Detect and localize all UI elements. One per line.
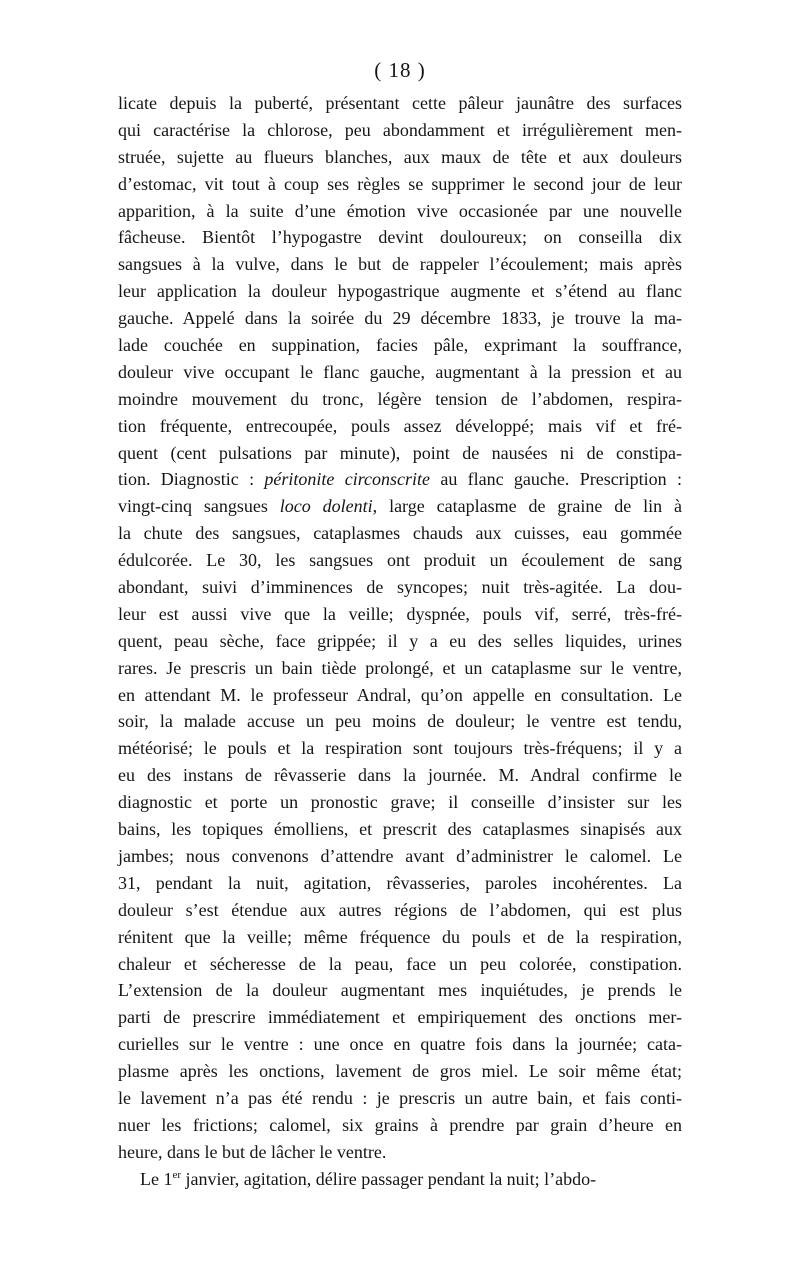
text-segment: le lavement n’a pas été rendu : je prescris un autre bain, et fais conti- xyxy=(118,1087,682,1108)
text-line xyxy=(118,305,682,332)
text-line xyxy=(118,413,682,440)
text-segment: jambes; nous convenons d’attendre avant d’administrer le calomel. Le xyxy=(118,845,682,866)
text-segment: en attendant M. le professeur Andral, qu’on appelle en consultation. Le xyxy=(118,684,682,705)
text-segment: d’estomac, vit tout à coup ses règles se supprimer le second jour de leur xyxy=(118,173,682,194)
text-segment: licate depuis la puberté, présentant cette pâleur jaunâtre des surfaces xyxy=(118,93,682,113)
text-line xyxy=(118,90,682,117)
text-line xyxy=(118,493,682,520)
text-segment: qui caractérise la chlorose, peu abondamment et irrégulièrement men- xyxy=(118,119,682,140)
text-segment: fâcheuse. Bientôt l’hypogastre devint douloureux; on conseilla dix xyxy=(118,227,682,248)
text-line xyxy=(118,601,682,628)
text-segment: soir, la malade accuse un peu moins de douleur; le ventre est tendu, xyxy=(118,711,682,732)
text-segment: leur est aussi vive que la veille; dyspnée, pouls vif, serré, très-fré- xyxy=(118,603,682,624)
text-segment: apparition, à la suite d’une émotion vive occasionée par une nouvelle xyxy=(118,200,682,221)
text-segment: abondant, suivi d’imminences de syncopes; nuit très-agitée. La dou- xyxy=(118,577,682,598)
text-line xyxy=(118,117,682,144)
text-line xyxy=(118,1004,682,1031)
text-line xyxy=(118,1058,682,1085)
text-segment: lade couchée en suppination, facies pâle, exprimant la souffrance, xyxy=(118,335,682,356)
text-line xyxy=(118,251,682,278)
text-line xyxy=(118,735,682,762)
text-line xyxy=(118,440,682,467)
text-segment: parti de prescrire immédiatement et empiriquement des onctions mer- xyxy=(118,1007,682,1028)
italic-text: péritonite circonscrite xyxy=(264,469,431,490)
text-line xyxy=(118,682,682,709)
text-line xyxy=(118,224,682,251)
text-segment: quent, peau sèche, face grippée; il y a eu des selles liquides, urines xyxy=(118,630,682,651)
text-line xyxy=(118,977,682,1004)
text-segment: Le 1 xyxy=(140,1168,173,1189)
text-line xyxy=(118,628,682,655)
text-segment: météorisé; le pouls et la respiration sont toujours très-fréquens; il y a xyxy=(118,738,682,759)
text-line xyxy=(118,762,682,789)
text-segment: janvier, agitation, délire passager pendant la nuit; l’abdo- xyxy=(181,1168,597,1189)
text-line xyxy=(118,574,682,601)
text-segment: moindre mouvement du tronc, légère tension de l’abdomen, respira- xyxy=(118,388,682,409)
text-segment: vingt-cinq sangsues xyxy=(118,496,280,517)
text-line xyxy=(118,332,682,359)
text-segment: rénitent que la veille; même fréquence du pouls et de la respiration, xyxy=(118,926,682,947)
text-line xyxy=(118,171,682,198)
text-line xyxy=(118,843,682,870)
text-segment: gauche. Appelé dans la soirée du 29 décembre 1833, je trouve la ma- xyxy=(118,308,682,329)
text-segment: douleur vive occupant le flanc gauche, augmentant à la pression et au xyxy=(118,361,682,382)
text-segment: nuer les frictions; calomel, six grains à prendre par grain d’heure en xyxy=(118,1114,682,1135)
text-segment: sangsues à la vulve, dans le but de rappeler l’écoulement; mais après xyxy=(118,254,682,275)
text-segment: tion fréquente, entrecoupée, pouls assez développé; mais vif et fré- xyxy=(118,415,682,436)
text-line xyxy=(118,547,682,574)
text-line xyxy=(118,789,682,816)
text-segment: eu des instans de rêvasserie dans la journée. M. Andral confirme le xyxy=(118,765,682,786)
text-segment: struée, sujette au flueurs blanches, aux maux de tête et aux douleurs xyxy=(118,146,682,167)
text-segment: diagnostic et porte un pronostic grave; il conseille d’insister sur les xyxy=(118,792,682,813)
text-line xyxy=(118,816,682,843)
italic-text: loco dolenti xyxy=(279,496,373,517)
text-line xyxy=(118,897,682,924)
text-line xyxy=(118,1031,682,1058)
text-segment: bains, les topiques émolliens, et prescrit des cataplasmes sinapisés aux xyxy=(118,819,682,840)
text-line xyxy=(118,1139,682,1166)
text-segment: L’extension de la douleur augmentant mes inquiétudes, je prends le xyxy=(118,980,682,1001)
text-line xyxy=(118,520,682,547)
text-line xyxy=(118,924,682,951)
text-line xyxy=(118,386,682,413)
text-line xyxy=(118,951,682,978)
text-segment: quent (cent pulsations par minute), point de nausées ni de constipa- xyxy=(118,442,682,463)
text-line xyxy=(118,198,682,225)
text-line xyxy=(118,1166,682,1193)
text-segment: heure, dans le but de lâcher le ventre. xyxy=(118,1141,387,1162)
body-text xyxy=(118,90,682,1193)
text-segment: curielles sur le ventre : une once en quatre fois dans la journée; cata- xyxy=(118,1034,682,1055)
text-segment: 31, pendant la nuit, agitation, rêvasseries, paroles incohérentes. La xyxy=(118,872,682,893)
text-line xyxy=(118,359,682,386)
text-segment: rares. Je prescris un bain tiède prolongé, et un cataplasme sur le ventre, xyxy=(118,657,682,678)
text-segment: douleur s’est étendue aux autres régions de l’abdomen, qui est plus xyxy=(118,899,682,920)
text-line xyxy=(118,708,682,735)
text-segment: , large cataplasme de graine de lin à xyxy=(372,496,683,517)
text-segment: tion. Diagnostic : xyxy=(118,469,265,490)
text-line xyxy=(118,144,682,171)
text-segment: chaleur et sécheresse de la peau, face un peu colorée, constipation. xyxy=(118,953,682,974)
text-segment: édulcorée. Le 30, les sangsues ont produit un écoulement de sang xyxy=(118,550,682,571)
text-line xyxy=(118,278,682,305)
superscript: er xyxy=(172,1168,182,1181)
text-segment: la chute des sangsues, cataplasmes chauds aux cuisses, eau gommée xyxy=(118,523,682,544)
text-line xyxy=(118,1112,682,1139)
text-segment: au flanc gauche. Prescription : xyxy=(430,469,682,490)
text-segment: plasme après les onctions, lavement de gros miel. Le soir même état; xyxy=(118,1061,682,1082)
page-number: ( 18 ) xyxy=(374,58,426,82)
text-line xyxy=(118,466,682,493)
text-segment: leur application la douleur hypogastrique augmente et s’étend au flanc xyxy=(118,281,682,302)
text-line xyxy=(118,655,682,682)
text-line xyxy=(118,870,682,897)
text-line xyxy=(118,1085,682,1112)
